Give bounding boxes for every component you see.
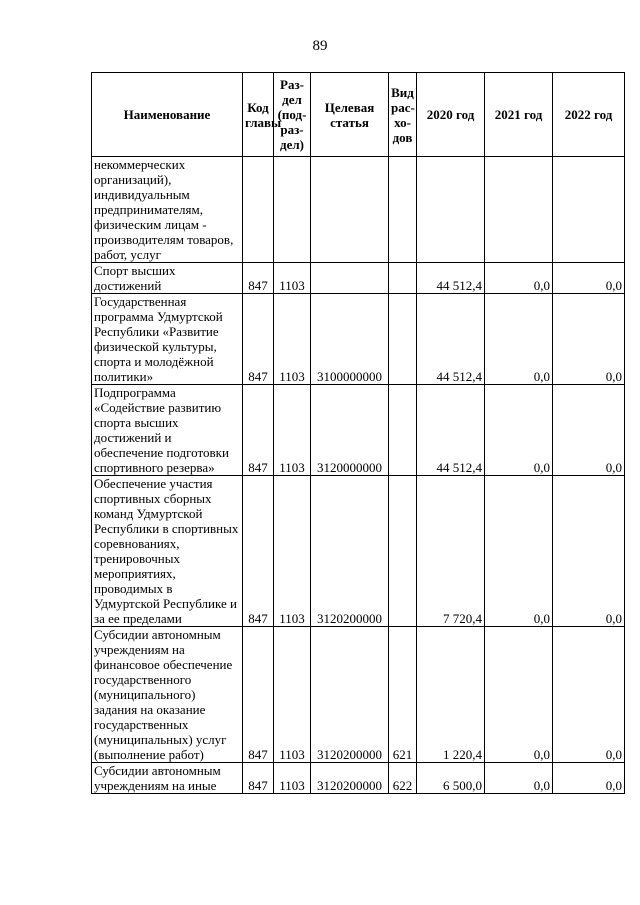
row-razdel: 1103 (274, 385, 311, 476)
row-2022: 0,0 (553, 476, 625, 627)
header-kod: Код главы (243, 73, 274, 157)
row-name: Обеспечение участия спортивных сборных команд Удмуртской Республики в спортивных соревнованиях, тренировочных мероприятиях, проводимых в Удмуртской Республике и за ее пределами (92, 476, 243, 627)
row-razdel (274, 157, 311, 263)
row-2020 (417, 157, 485, 263)
header-name: Наименование (92, 73, 243, 157)
header-2022: 2022 год (553, 73, 625, 157)
row-razdel: 1103 (274, 627, 311, 763)
row-name: Подпрограмма «Содействие развитию спорта высших достижений и обеспечение подготовки спортивного резерва» (92, 385, 243, 476)
row-celevaya: 3100000000 (311, 294, 389, 385)
table-row (92, 627, 625, 763)
row-2020: 44 512,4 (417, 385, 485, 476)
row-name: некоммерческих организаций), индивидуальным предпринимателям, физическим лицам - производителям товаров, работ, услуг (92, 157, 243, 263)
table-row (92, 763, 625, 794)
row-kod (243, 157, 274, 263)
row-razdel: 1103 (274, 263, 311, 294)
row-name: Субсидии автономным учреждениям на финансовое обеспечение государственного (муниципального) задания на оказание государственных (муниципальных) услуг (выполнение работ) (92, 627, 243, 763)
row-2022: 0,0 (553, 763, 625, 794)
row-2021: 0,0 (485, 763, 553, 794)
row-vid (389, 385, 417, 476)
row-razdel: 1103 (274, 763, 311, 794)
row-name: Государственная программа Удмуртской Республики «Развитие физической культуры, спорта и молодёжной политики» (92, 294, 243, 385)
row-vid (389, 476, 417, 627)
row-name: Спорт высших достижений (92, 263, 243, 294)
row-vid (389, 263, 417, 294)
row-vid (389, 157, 417, 263)
table-row (92, 476, 625, 627)
row-celevaya: 3120200000 (311, 476, 389, 627)
table-row (92, 157, 625, 263)
row-razdel: 1103 (274, 294, 311, 385)
row-kod: 847 (243, 476, 274, 627)
header-razdel: Раз-дел (под-раз-дел) (274, 73, 311, 157)
row-celevaya (311, 263, 389, 294)
row-celevaya (311, 157, 389, 263)
row-razdel: 1103 (274, 476, 311, 627)
row-vid (389, 294, 417, 385)
header-vid: Вид рас-хо-дов (389, 73, 417, 157)
row-kod: 847 (243, 263, 274, 294)
row-2022: 0,0 (553, 263, 625, 294)
row-2020: 44 512,4 (417, 294, 485, 385)
table-row (92, 385, 625, 476)
row-2020: 7 720,4 (417, 476, 485, 627)
row-kod: 847 (243, 294, 274, 385)
header-2021: 2021 год (485, 73, 553, 157)
table-row (92, 263, 625, 294)
row-2020: 6 500,0 (417, 763, 485, 794)
row-2021: 0,0 (485, 627, 553, 763)
row-name: Субсидии автономным учреждениям на иные (92, 763, 243, 794)
header-2020: 2020 год (417, 73, 485, 157)
row-2021: 0,0 (485, 294, 553, 385)
row-2022 (553, 157, 625, 263)
row-2022: 0,0 (553, 294, 625, 385)
table-header-row (92, 73, 625, 157)
row-celevaya: 3120200000 (311, 627, 389, 763)
row-kod: 847 (243, 627, 274, 763)
table-row (92, 294, 625, 385)
page-number: 89 (312, 38, 328, 54)
header-celevaya: Целевая статья (311, 73, 389, 157)
row-2022: 0,0 (553, 385, 625, 476)
row-kod: 847 (243, 763, 274, 794)
row-2021: 0,0 (485, 476, 553, 627)
row-2021: 0,0 (485, 263, 553, 294)
row-2020: 1 220,4 (417, 627, 485, 763)
row-vid: 622 (389, 763, 417, 794)
row-2021: 0,0 (485, 385, 553, 476)
row-2020: 44 512,4 (417, 263, 485, 294)
row-celevaya: 3120200000 (311, 763, 389, 794)
budget-table (91, 72, 625, 794)
row-2022: 0,0 (553, 627, 625, 763)
row-vid: 621 (389, 627, 417, 763)
row-2021 (485, 157, 553, 263)
row-kod: 847 (243, 385, 274, 476)
row-celevaya: 3120000000 (311, 385, 389, 476)
